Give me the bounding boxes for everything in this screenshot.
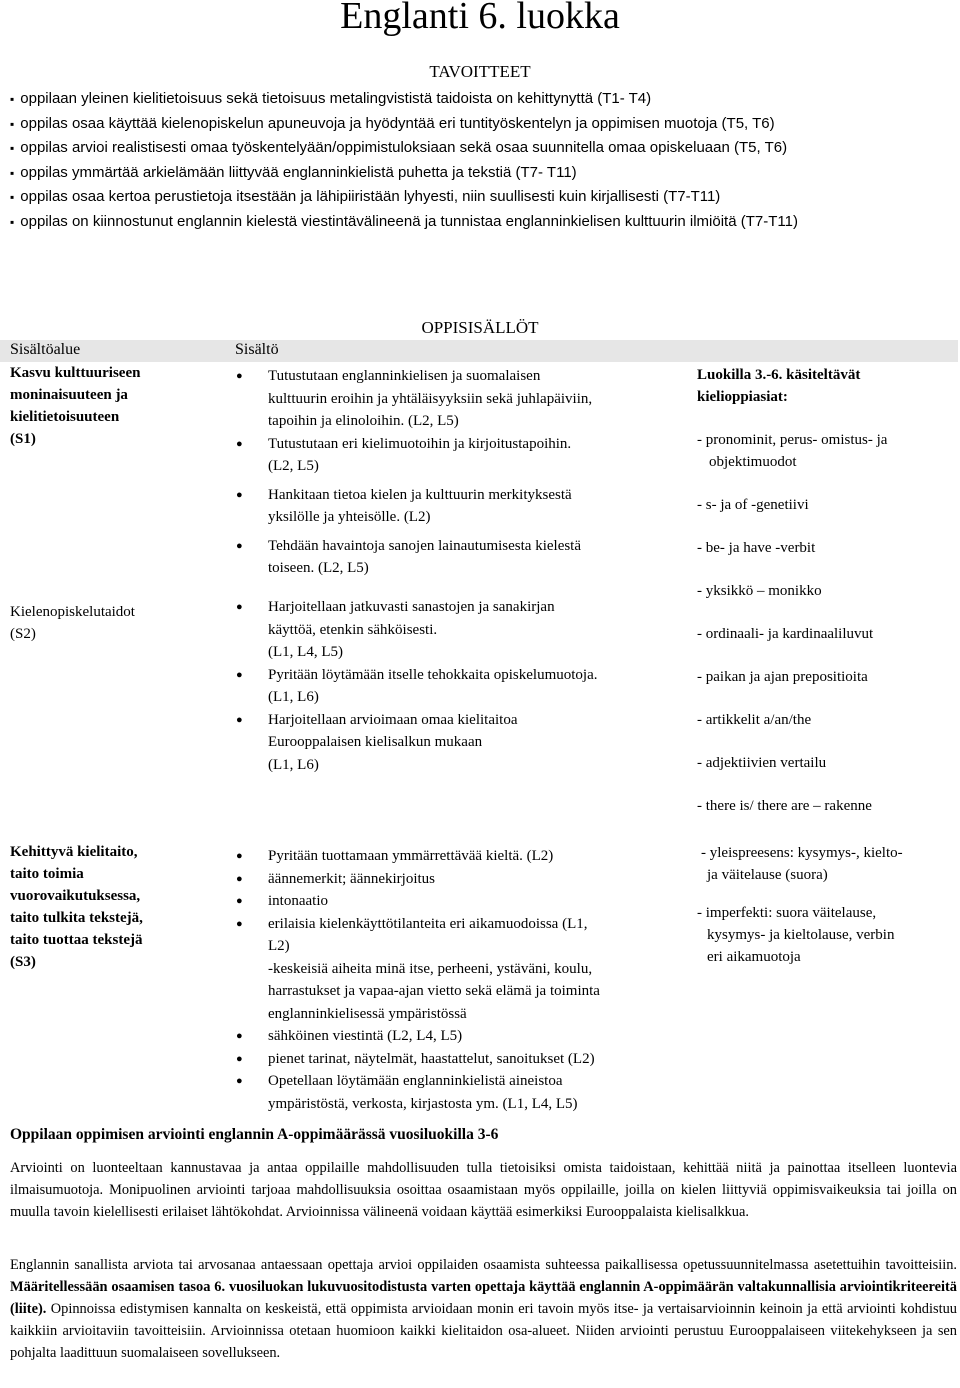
item-line: (L1, L6) (268, 756, 319, 773)
goal-text: oppilas osaa käyttää kielenopiskelun apuneuvoja ja hyödyntää eri tuntityöskentelyn ja oppimisen muotoja (T5, T6) (20, 114, 775, 132)
area-line: kielitietoisuuteen (10, 409, 120, 425)
column-header-area: Sisältöalue (10, 341, 81, 358)
list-item (235, 1025, 655, 1048)
list-item (235, 890, 655, 913)
item-line: Tehdään havaintoja sanojen lainautumisesta kielestä (268, 537, 582, 554)
paragraph-bold-text: Määritellessään osaamisen tasoa 6. vuosiluokan lukuvuositodistusta varten opettaja käyttää englannin A-oppimäärän valtakunnallisia arviointikriteereitä (liite). (10, 1279, 957, 1317)
grammar-line: - ordinaali- ja kardinaaliluvut (697, 626, 874, 642)
list-item (235, 845, 655, 868)
list-item (235, 535, 655, 580)
bullet-icon: ● (236, 1075, 243, 1087)
grammar-heading-line: kielioppiasiat: (697, 389, 788, 405)
s2-content-list (235, 596, 655, 776)
bullet-icon: ● (236, 437, 243, 450)
bullet-icon: ● (236, 713, 243, 726)
grammar-line: - be- ja have -verbit (697, 540, 816, 556)
item-line: (L1, L4, L5) (268, 644, 343, 660)
grammar-heading (697, 364, 955, 408)
bullet-icon: ● (236, 872, 243, 885)
bullet-icon: ● (236, 850, 243, 862)
area-s3 (10, 841, 220, 973)
goal-item (10, 112, 945, 137)
grammar-item (697, 902, 955, 968)
item-line: pienet tarinat, näytelmät, haastattelut, sanoitukset (L2) (268, 1050, 595, 1067)
goal-text: oppilas osaa kertoa perustietoja itsestään ja lähipiiristään lyhyesti, niin suullisesti kuin kirjallisesti (T7-T11) (20, 188, 721, 205)
item-line: Harjoitellaan arvioimaan omaa kielitaitoa (268, 711, 518, 728)
area-s2 (10, 601, 220, 645)
grammar-line: - yksikkö – monikko (697, 583, 822, 599)
paragraph-text: Englannin sanallista arviota tai arvosanaa antaessaan opettaja arvioi oppilaiden osaamista suhteessa paikallisessa opetussuunnitelmassa asetettuihin tavoitteisiin. (10, 1257, 957, 1273)
bullet-icon: ● (236, 895, 243, 907)
area-line: taito tuottaa tekstejä (10, 932, 143, 948)
item-line: Tutustutaan englanninkielisen ja suomalaisen (268, 368, 541, 384)
grammar-heading-line: Luokilla 3.-6. käsiteltävät (697, 367, 861, 383)
item-line: Pyritään löytämään itselle tehokkaita opiskelumuotoja. (268, 666, 598, 683)
goal-text: oppilas on kiinnostunut englannin kielestä viestintävälineenä ja tunnistaa englanninkielisen kulttuurin ilmiöitä (T7-T11) (20, 212, 798, 230)
area-line: (S3) (10, 954, 36, 970)
assessment-heading: Oppilaan oppimisen arviointi englannin A-oppimäärässä vuosiluokilla 3-6 (10, 1126, 499, 1143)
grammar-line: ja väitelause (suora) (707, 867, 828, 883)
item-line: englanninkielisessä ympäristössä (268, 1005, 467, 1022)
area-line: Kehittyvä kielitaito, (10, 844, 138, 860)
item-line: intonaatio (268, 893, 328, 909)
list-item (235, 664, 655, 709)
grammar-line: - yleispreesens: kysymys-, kielto- (701, 845, 903, 861)
bullet-icon: ● (236, 1052, 243, 1065)
list-item (235, 1070, 655, 1115)
grammar-column (697, 364, 955, 817)
item-line: Eurooppalaisen kielisalkun mukaan (268, 734, 483, 750)
s3-content-list (235, 845, 655, 1115)
item-line: äännemerkit; äännekirjoitus (268, 870, 436, 887)
item-line: harrastukset ja vapaa-ajan vietto sekä elämä ja toiminta (268, 983, 600, 999)
table-header-band (0, 340, 958, 362)
list-item (235, 913, 655, 1026)
s3-grammar-column (697, 842, 955, 968)
item-line: sähköinen viestintä (L2, L4, L5) (268, 1028, 463, 1044)
goal-item (10, 136, 945, 161)
grammar-item (697, 795, 955, 817)
goal-item (10, 161, 945, 186)
grammar-item (697, 429, 955, 473)
goal-text: oppilaan yleinen kielitietoisuus sekä tietoisuus metalingvististä taidoista on kehittynyttä (T1- T4) (20, 90, 652, 107)
assessment-paragraph-1: Arviointi on luonteeltaan kannustavaa ja antaa oppilaille mahdollisuuden tulla tietoisiksi omista taidoistaan, kehittää niitä ja painottaa itselleen luontevia ilmaisumuotoja. Monipuolinen arviointi tarjoaa mahdollisuuksia osoittaa osaamistaan myös oppilaille, joilla on kielen liittyviä oppimisvaikeuksia tai joilla on muulla tavoin kielellisesti erilaiset lähtökohdat. Arvioinnissa välineenä voidaan käyttää esimerkiksi Eurooppalaista kielisalkkua. (10, 1160, 957, 1220)
area-line: Kasvu kulttuuriseen (10, 365, 141, 381)
area-line: vuorovaikutuksessa, (10, 888, 141, 904)
goal-text: oppilas ymmärtää arkielämään liittyvää englanninkielistä puhetta ja tekstiä (T7- T11) (20, 163, 577, 181)
area-line: taito tulkita tekstejä, (10, 910, 143, 926)
item-line: erilaisia kielenkäyttötilanteita eri aikamuodoissa (L1, (268, 915, 588, 932)
item-line: (L2, L5) (268, 458, 319, 474)
grammar-item (697, 752, 955, 774)
area-s1 (10, 362, 220, 450)
item-line: Harjoitellaan jatkuvasti sanastojen ja sanakirjan (268, 599, 555, 615)
goals-list (10, 87, 945, 234)
item-line: Hankitaan tietoa kielen ja kulttuurin merkityksestä (268, 486, 572, 503)
area-line: taito toimia (10, 866, 84, 882)
item-line: L2) (268, 938, 290, 954)
grammar-line: - s- ja of -genetiivi (697, 497, 809, 513)
list-item (235, 868, 655, 891)
bullet-icon: ● (236, 601, 243, 613)
paragraph-text: Opinnoissa edistymisen kannalta on keskeistä, että oppimista arvioidaan monin eri tavoin myös itse- ja vertaisarvioinnin keinoin ja että arviointi kohdistuu kaikkiin arvioitaviin tavoitteisiin. Arvioinnissa otetaan huomioon kaikki kielitaidon osa-alueet. Niiden arviointi perustuu Eurooppalaiseen viitekehykseen ja sen pohjalta laadittuun suomalaiseen sovellukseen. (10, 1301, 957, 1361)
grammar-item (697, 580, 955, 602)
grammar-item (697, 537, 955, 559)
grammar-item (697, 709, 955, 731)
bullet-icon: ● (236, 488, 243, 501)
list-item (235, 484, 655, 529)
bullet-icon: ● (236, 668, 243, 681)
item-line: -keskeisiä aiheita minä itse, perheeni, ystäväni, koulu, (268, 960, 593, 977)
item-line: Opetellaan löytämään englanninkielistä aineistoa (268, 1073, 563, 1089)
grammar-line: - there is/ there are – rakenne (697, 798, 872, 814)
goals-heading: TAVOITTEET (429, 62, 531, 81)
item-line: kulttuurin eroihin ja yhtäläisyyksiin sekä juhlapäiviin, (268, 390, 593, 407)
content-heading: OPPISISÄLLÖT (421, 318, 539, 337)
bullet-icon: ● (236, 917, 243, 930)
item-line: Pyritään tuottamaan ymmärrettävää kieltä. (L2) (268, 848, 554, 864)
item-line: toiseen. (L2, L5) (268, 560, 369, 576)
item-line: (L1, L6) (268, 689, 319, 705)
item-line: tapoihin ja elinoloihin. (L2, L5) (268, 413, 459, 429)
column-header-content: Sisältö (235, 341, 279, 358)
bullet-icon: ● (236, 370, 243, 382)
goal-text: oppilas arvioi realistisesti omaa työskentelyään/oppimistuloksiaan sekä osaa suunnitella omaa opiskeluaan (T5, T6) (20, 139, 788, 156)
grammar-item (697, 494, 955, 516)
grammar-item (697, 623, 955, 645)
assessment-paragraph-2 (10, 1254, 957, 1364)
grammar-line: objektimuodot (709, 454, 797, 470)
grammar-item (697, 666, 955, 688)
grammar-line: - adjektiivien vertailu (697, 755, 827, 771)
bullet-icon: ● (236, 539, 243, 552)
goal-item (10, 87, 945, 112)
grammar-line: - artikkelit a/an/the (697, 712, 812, 728)
grammar-line: eri aikamuotoja (707, 949, 801, 965)
area-line: moninaisuuteen ja (10, 387, 128, 403)
list-item (235, 709, 655, 777)
item-line: yksilölle ja yhteisölle. (L2) (268, 509, 431, 525)
list-item (235, 1048, 655, 1071)
list-item (235, 365, 655, 433)
area-line: (S1) (10, 431, 36, 447)
goal-item (10, 185, 945, 210)
document-title: Englanti 6. luokka (340, 0, 620, 37)
area-line: Kielenopiskelutaidot (10, 604, 135, 620)
item-line: ympäristöstä, verkosta, kirjastosta ym. (L1, L4, L5) (268, 1095, 578, 1112)
grammar-item (697, 842, 955, 886)
item-line: käyttöä, etenkin sähköisesti. (268, 621, 438, 638)
bullet-icon: ● (236, 1030, 243, 1042)
grammar-line: kysymys- ja kieltolause, verbin (707, 927, 895, 943)
s1-content-list (235, 365, 655, 580)
list-item (235, 596, 655, 664)
list-item (235, 433, 655, 478)
area-line: (S2) (10, 626, 36, 642)
item-line: Tutustutaan eri kielimuotoihin ja kirjoitustapoihin. (268, 435, 572, 452)
goal-item (10, 210, 945, 235)
grammar-line: - imperfekti: suora väitelause, (697, 905, 877, 921)
grammar-line: - pronominit, perus- omistus- ja (697, 432, 888, 448)
grammar-line: - paikan ja ajan prepositioita (697, 669, 868, 685)
